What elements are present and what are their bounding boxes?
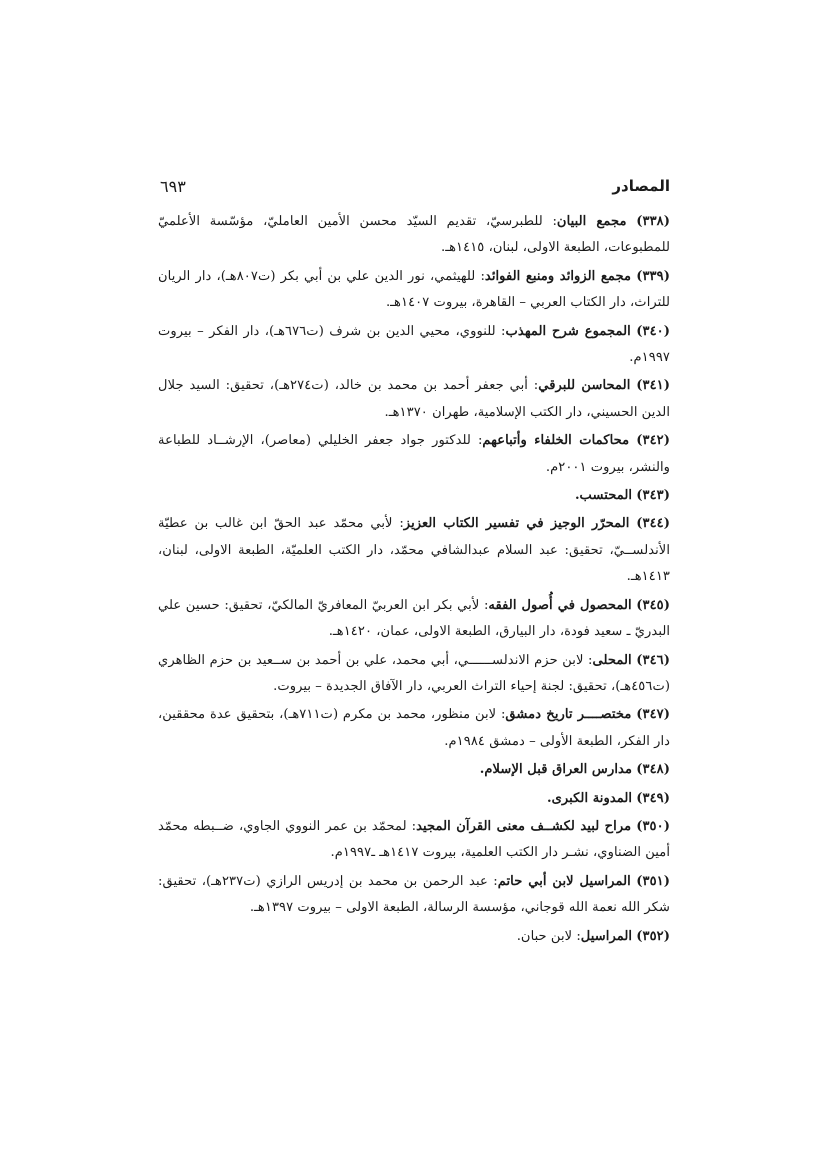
bibliography-entry	[158, 702, 670, 755]
bibliography-entry	[158, 428, 670, 481]
entry-details: : عبد الرحمن بن محمد بن إدريس الرازي (ت٢٣٧هـ)، تحقيق: شكر الله نعمة الله قوجاني، مؤسسة الرسالة، الطبعة الاولى – بيروت ١٣٩٧هـ.	[158, 873, 670, 916]
entry-details: : للهيثمي، نور الدين علي بن أبي بكر (ت٨٠٧هـ)، دار الريان للتراث، دار الكتاب العربي – القاهرة، بيروت ١٤٠٧هـ.	[158, 268, 670, 311]
entry-title: المجموع شرح المهذب	[505, 323, 631, 339]
entry-details: : لابن حبان.	[516, 928, 581, 944]
bibliography-entry	[158, 511, 670, 590]
bibliography-entry	[158, 786, 670, 812]
entry-number: (٣٤٤)	[636, 516, 670, 532]
entry-number: (٣٤٦)	[636, 652, 670, 668]
entry-details: : لأبي محمّد عبد الحقّ ابن غالب بن عطيّة الأندلســيّ، تحقيق: عبد السلام عبدالشافي محمّد، دار الكتب العلميّة، الطبعة الاولى، لبنان، ١٤١٣هـ.	[158, 516, 670, 585]
entry-details: : لابن منظور، محمد بن مكرم (ت٧١١هـ)، بتحقيق عدة محققين، دار الفكر، الطبعة الأولى – دمشق ١٩٨٤م.	[158, 707, 670, 749]
running-title: المصادر	[612, 177, 670, 195]
entry-number: (٣٤٣)	[636, 488, 670, 504]
entry-number: (٣٤٨)	[636, 762, 670, 778]
bibliography-entry	[158, 264, 670, 317]
running-head	[160, 177, 670, 201]
entry-number: (٣٥١)	[636, 873, 670, 889]
entry-title: المحرّر الوجيز في تفسير الكتاب العزيز	[403, 516, 630, 532]
entry-title: المحصول في أُصول الفقه	[488, 597, 632, 613]
bibliography-entry	[158, 319, 670, 372]
entry-details: : لابن حزم الاندلســــــي، أبي محمد، علي بن أحمد بن ســعيد بن حزم الظاهري (ت٤٥٦هـ)، تحقيق: لجنة إحياء التراث العربي، دار الآفاق الجديدة – بيروت.	[158, 652, 670, 694]
entry-title: مدارس العراق قبل الإسلام.	[479, 762, 633, 778]
entry-details: : للطبرسيّ، تقديم السيّد محسن الأمين العامليّ، مؤسّسة الأعلميّ للمطبوعات، الطبعة الاولى، لبنان، ١٤١٥هـ.	[158, 214, 670, 256]
bibliography-list	[158, 209, 670, 952]
entry-number: (٣٥٠)	[636, 818, 670, 834]
entry-number: (٣٤٧)	[636, 707, 671, 723]
bibliography-entry	[158, 483, 670, 509]
entry-details: : للنووي، محيي الدين بن شرف (ت٦٧٦هـ)، دار الفكر – بيروت ١٩٩٧م.	[158, 323, 670, 366]
entry-title: المراسيل لابن أبي حاتم	[497, 873, 631, 889]
entry-number: (٣٤١)	[636, 378, 670, 394]
entry-title: مجمع الزوائد ومنبع الفوائد	[484, 268, 632, 284]
entry-title: المحتسب.	[574, 488, 633, 504]
entry-title: المدونة الكبرى.	[546, 790, 633, 806]
entry-details: : للدكتور جواد جعفر الخليلي (معاصر)، الإرشــاد للطباعة والنشر، بيروت ٢٠٠١م.	[158, 433, 670, 475]
entry-title: مراح لبيد لكشــف معنى القرآن المجيد	[416, 818, 632, 834]
bibliography-entry	[158, 814, 670, 867]
entry-number: (٣٤٥)	[636, 597, 670, 613]
bibliography-entry	[158, 869, 670, 922]
entry-title: المحلى	[592, 652, 632, 668]
entry-number: (٣٥٢)	[636, 928, 670, 944]
entry-title: المحاسن للبرقي	[538, 378, 631, 394]
bibliography-entry	[158, 373, 670, 426]
entry-number: (٣٣٩)	[636, 268, 670, 284]
bibliography-entry	[158, 648, 670, 701]
page-number: ٦٩٣	[160, 177, 186, 196]
entry-details: : أبي جعفر أحمد بن محمد بن خالد، (ت٢٧٤هـ)، تحقيق: السيد جلال الدين الحسيني، دار الكتب الإسلامية، طهران ١٣٧٠هـ.	[158, 378, 670, 420]
bibliography-entry	[158, 924, 670, 950]
entry-number: (٣٣٨)	[636, 214, 670, 229]
entry-details: : لمحمّد بن عمر النووي الجاوي، ضــبطه محمّد أمين الضناوي، نشـر دار الكتب العلمية، بيروت ١٤١٧هـ ـ١٩٩٧م.	[158, 818, 670, 861]
entry-title: المراسيل	[580, 928, 633, 944]
entry-number: (٣٤٢)	[636, 433, 670, 449]
bibliography-entry	[158, 209, 670, 262]
bibliography-entry	[158, 757, 670, 783]
entry-title: محاكمات الخلفاء وأتباعهم	[482, 433, 630, 449]
entry-number: (٣٤٠)	[636, 323, 670, 339]
bibliography-entry	[158, 593, 670, 646]
entry-details: : لأبي بكر ابن العربيّ المعافريّ المالكيّ، تحقيق: حسين علي البدريّ ـ سعيد فودة، دار البيارق، الطبعة الاولى، عمان، ١٤٢٠هـ.	[158, 597, 670, 640]
entry-title: مختصــــر تاريخ دمشق	[505, 707, 632, 723]
entry-number: (٣٤٩)	[636, 790, 670, 806]
entry-title: مجمع البيان	[556, 214, 627, 229]
